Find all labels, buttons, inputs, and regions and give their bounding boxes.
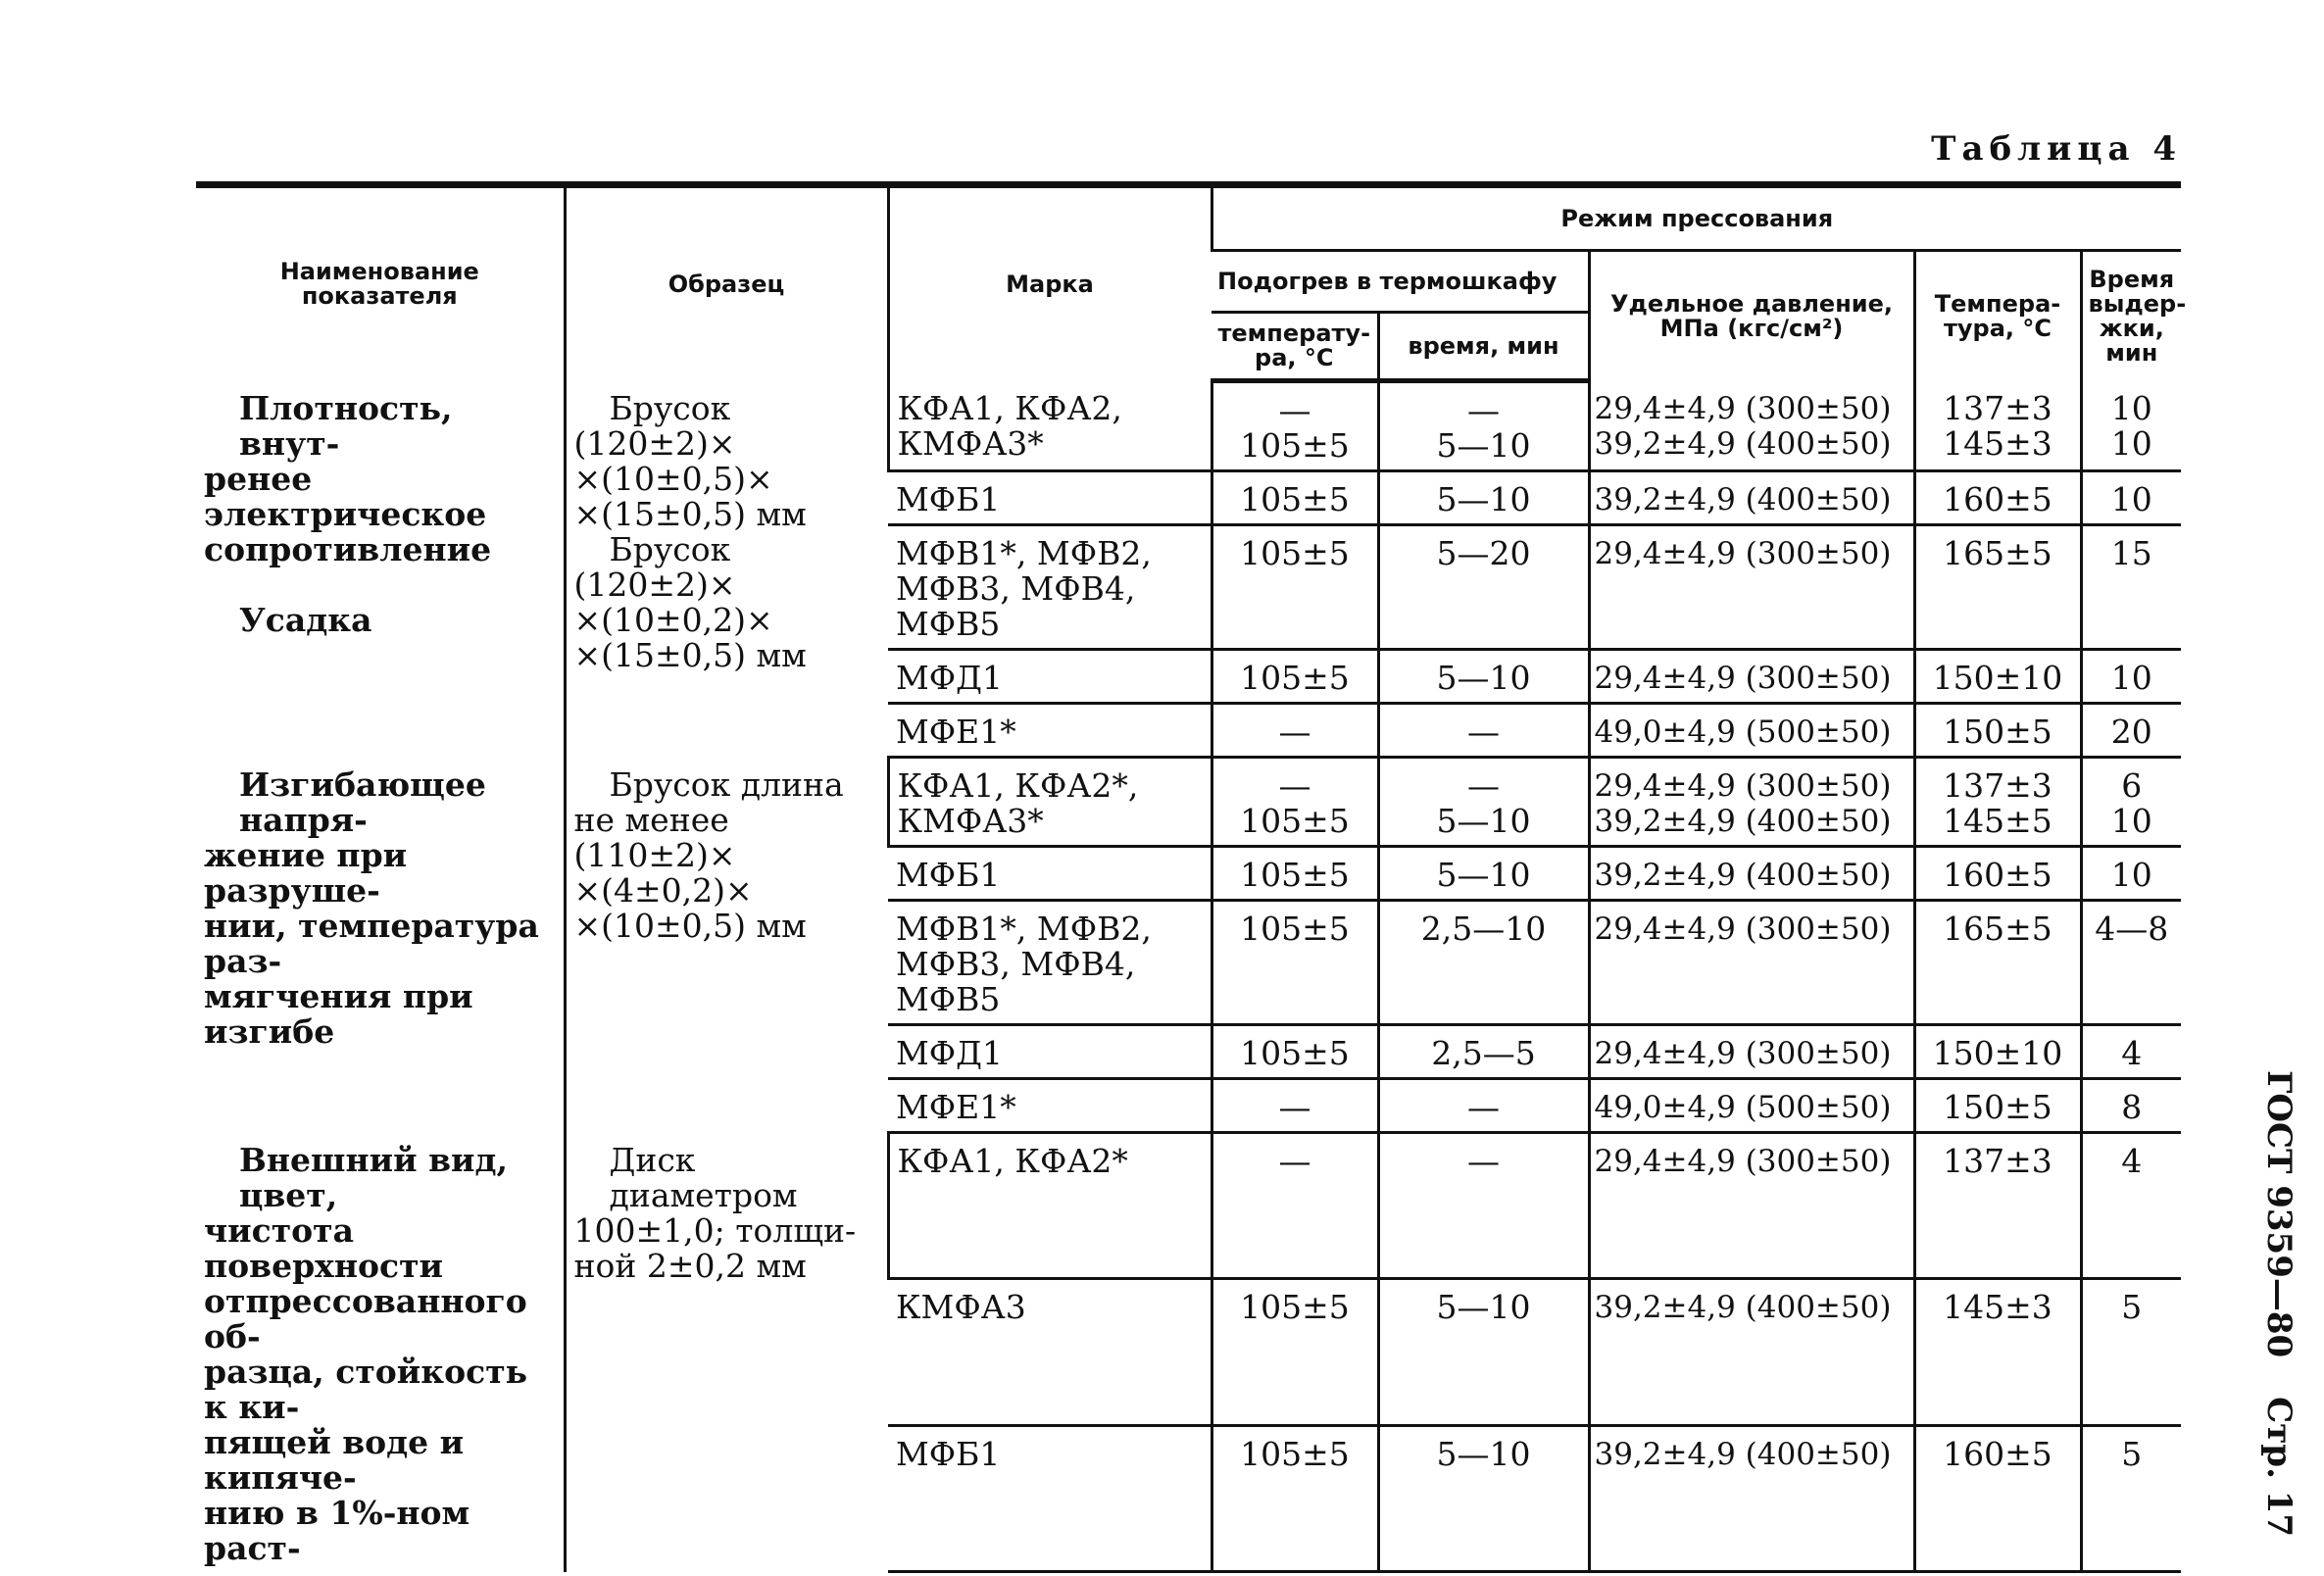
table-caption: Таблица 4 (1931, 129, 2182, 169)
table-body (196, 381, 2181, 1572)
preheat-time-cell (1378, 525, 1589, 650)
hold-time-cell (2081, 650, 2181, 704)
header-preheat-temp: температу-ра, °С (1211, 313, 1378, 381)
cell-value: МФВ3, МФВ4, (896, 945, 1136, 983)
sample-line: (120±2)× (573, 423, 736, 463)
sample-line: Брусок (609, 388, 731, 427)
sample-line: ×(15±0,5) мм (573, 494, 807, 533)
cell-value: 29,4±4,9 (300±50) (1594, 1036, 1892, 1071)
cell-value: 5—10 (1436, 856, 1531, 894)
mark-cell (888, 525, 1211, 650)
sample-line: Брусок длина (609, 764, 844, 804)
gost-number: ГОСТ 9359—80 (2259, 1069, 2299, 1358)
indicator-name-line: нию в 1%-ном раст- (204, 1493, 470, 1567)
cell-value: 105±5 (1240, 856, 1350, 894)
cell-value: 150±5 (1943, 1088, 2052, 1126)
cell-value: МФВ1*, МФВ2, (896, 910, 1152, 948)
cell-value: 137±3 (1943, 1142, 2052, 1180)
cell-value: 49,0±4,9 (500±50) (1594, 1090, 1892, 1125)
pressure-cell (1589, 704, 1914, 758)
indicator-name-line: Изгибающее напря- (239, 764, 486, 839)
pressure-cell (1589, 758, 1914, 847)
cell-value: 137±3 (1943, 766, 2052, 805)
press-temp-cell (1914, 471, 2081, 525)
cell-value: МФВ3, МФВ4, (896, 569, 1136, 608)
sample-line: ×(4±0,2)× (573, 870, 753, 910)
cell-value: 10 (2110, 856, 2152, 894)
preheat-temp-cell (1211, 704, 1378, 758)
press-temp-cell (1914, 1025, 2081, 1079)
sample-line: ×(10±0,5) мм (573, 906, 807, 945)
hold-time-cell (2081, 1079, 2181, 1133)
indicator-name-line: сопротивление (204, 529, 492, 568)
sample-line: (110±2)× (573, 835, 736, 874)
sample-line: Диск диаметром (609, 1140, 798, 1214)
cell-value: МФЕ1* (896, 1088, 1016, 1126)
cell-value: 5—10 (1436, 802, 1531, 840)
mark-cell (888, 758, 1211, 847)
indicator-name-line: нии, температура раз- (204, 906, 539, 980)
cell-value: 2,5—5 (1431, 1034, 1536, 1072)
cell-value: 5 (2121, 1288, 2143, 1327)
cell-value: 105±5 (1240, 426, 1350, 465)
cell-value: МФБ1 (896, 1434, 1001, 1473)
cell-value: 5 (2121, 1434, 2143, 1473)
indicator-name-cell (196, 381, 565, 758)
cell-value: — (1467, 713, 1500, 751)
indicator-name-line: Плотность, внут- (239, 388, 453, 463)
sample-cell (565, 758, 888, 1133)
cell-value: 39,2±4,9 (400±50) (1594, 1436, 1892, 1472)
header-preheat: Подогрев в термошкафу (1211, 251, 1589, 313)
indicator-name-cell (196, 1133, 565, 1572)
hold-time-cell (2081, 758, 2181, 847)
cell-value: 6 (2121, 766, 2143, 805)
cell-value: 49,0±4,9 (500±50) (1594, 714, 1892, 750)
preheat-temp-cell (1211, 901, 1378, 1025)
preheat-time-cell (1378, 1025, 1589, 1079)
preheat-time-cell (1378, 1079, 1589, 1133)
sample-line: (120±2)× (573, 565, 736, 604)
preheat-time-cell (1378, 381, 1589, 471)
cell-value: 5—10 (1436, 1434, 1531, 1473)
cell-value: 105±5 (1240, 802, 1350, 840)
header-name: Наименование показателя (279, 258, 479, 311)
indicator-name-line (204, 567, 556, 603)
cell-value: 39,2±4,9 (400±50) (1594, 425, 1892, 462)
press-temp-cell (1914, 650, 2081, 704)
pressure-cell (1589, 1025, 1914, 1079)
indicator-name-line: Усадка (239, 600, 372, 639)
cell-value: — (1467, 766, 1500, 805)
table-row (196, 758, 2181, 847)
pressure-cell (1589, 381, 1914, 471)
cell-value: — (1278, 1142, 1311, 1180)
preheat-time-cell (1378, 847, 1589, 901)
cell-value: 5—10 (1436, 1288, 1531, 1327)
cell-value: 10 (2110, 480, 2152, 518)
table-row (196, 1133, 2181, 1279)
preheat-time-cell (1378, 1425, 1589, 1571)
pressure-cell (1589, 901, 1914, 1025)
cell-value: МФВ1*, МФВ2, (896, 534, 1152, 572)
indicator-name-cell (196, 758, 565, 1133)
preheat-temp-cell (1211, 471, 1378, 525)
cell-value: 29,4±4,9 (300±50) (1594, 768, 1892, 804)
cell-value: 39,2±4,9 (400±50) (1594, 858, 1892, 893)
cell-value: 39,2±4,9 (400±50) (1594, 482, 1892, 517)
header-pressing-mode: Режим прессования (1211, 185, 2181, 251)
hold-time-cell (2081, 1133, 2181, 1279)
mark-cell (888, 471, 1211, 525)
cell-value: — (1467, 1142, 1500, 1180)
preheat-time-cell (1378, 1133, 1589, 1279)
preheat-temp-cell (1211, 1079, 1378, 1133)
cell-value: 5—10 (1436, 480, 1531, 518)
cell-value: КМФА3* (897, 423, 1044, 463)
cell-value: 5—10 (1436, 659, 1531, 697)
cell-value: 150±10 (1932, 1034, 2063, 1072)
hold-time-cell (2081, 901, 2181, 1025)
preheat-temp-cell (1211, 1133, 1378, 1279)
cell-value: МФД1 (896, 659, 1004, 697)
cell-value: 4 (2121, 1142, 2143, 1180)
indicator-name-line: мягчения при изгибе (204, 976, 473, 1051)
pressure-cell (1589, 650, 1914, 704)
indicator-name-line: Внешний вид, цвет, (239, 1140, 508, 1214)
cell-value: МФБ1 (896, 856, 1001, 894)
cell-value: МФВ5 (896, 980, 1001, 1018)
cell-value: 145±5 (1943, 802, 2052, 840)
pressure-cell (1589, 1133, 1914, 1279)
cell-value: 10 (2110, 423, 2152, 463)
cell-value: 105±5 (1240, 910, 1350, 948)
press-temp-cell (1914, 381, 2081, 471)
cell-value: 165±5 (1943, 910, 2052, 948)
sample-cell (565, 1133, 888, 1572)
preheat-temp-cell (1211, 381, 1378, 471)
hold-time-cell (2081, 1025, 2181, 1079)
press-temp-cell (1914, 847, 2081, 901)
indicator-name-line: чистота поверхности (204, 1210, 444, 1285)
cell-value: 2,5—10 (1420, 910, 1547, 948)
mark-cell (888, 381, 1211, 471)
page-number: Стр. 17 (2259, 1397, 2299, 1538)
sample-line: не менее (573, 800, 729, 839)
indicator-name-line: ренее электрическое (204, 459, 487, 533)
cell-value: 105±5 (1240, 659, 1350, 697)
page-running-header (2259, 1070, 2299, 1537)
press-temp-cell (1914, 704, 2081, 758)
mark-cell (888, 1425, 1211, 1571)
cell-value: 15 (2110, 534, 2152, 572)
cell-value: 10 (2110, 659, 2152, 697)
pressure-cell (1589, 471, 1914, 525)
cell-value: 29,4±4,9 (300±50) (1594, 536, 1892, 571)
preheat-time-cell (1378, 704, 1589, 758)
hold-time-cell (2081, 1279, 2181, 1425)
cell-value: 105±5 (1240, 1288, 1350, 1327)
cell-value: 29,4±4,9 (300±50) (1594, 661, 1892, 696)
cell-value: 145±3 (1943, 423, 2052, 463)
pressure-cell (1589, 1279, 1914, 1425)
press-temp-cell (1914, 525, 2081, 650)
sample-line: ×(10±0,5)× (573, 459, 773, 498)
header-pressure: Удельное давление, МПа (кгс/см²) (1589, 251, 1914, 381)
cell-value: 4 (2121, 1034, 2143, 1072)
cell-value: 160±5 (1943, 856, 2052, 894)
cell-value: 145±3 (1943, 1288, 2052, 1327)
cell-value: МФБ1 (896, 480, 1001, 518)
sample-line: ной 2±0,2 мм (573, 1246, 807, 1285)
cell-value: 29,4±4,9 (300±50) (1594, 1144, 1892, 1179)
cell-value: КФА1, КФА2, (897, 388, 1122, 427)
cell-value: 20 (2110, 713, 2152, 751)
sample-cell (565, 381, 888, 758)
cell-value: 160±5 (1943, 1434, 2052, 1473)
press-temp-cell (1914, 758, 2081, 847)
cell-value: 105±5 (1240, 1034, 1350, 1072)
sample-line: ×(15±0,5) мм (573, 635, 807, 674)
cell-value: 39,2±4,9 (400±50) (1594, 1290, 1892, 1326)
cell-value: 5—10 (1436, 426, 1531, 465)
press-temp-cell (1914, 1279, 2081, 1425)
cell-value: 4—8 (2095, 910, 2169, 948)
preheat-time-cell (1378, 1279, 1589, 1425)
cell-value: — (1278, 1088, 1311, 1126)
mark-cell (888, 650, 1211, 704)
cell-value: — (1467, 391, 1500, 429)
hold-time-cell (2081, 525, 2181, 650)
mark-cell (888, 1079, 1211, 1133)
preheat-time-cell (1378, 901, 1589, 1025)
indicator-name-line: жение при разруше- (204, 835, 408, 910)
header-press-temp: Темпера-тура, °С (1914, 251, 2081, 381)
indicator-name-line: пящей воде и кипяче- (204, 1422, 465, 1497)
header-sample: Образец (565, 185, 888, 381)
hold-time-cell (2081, 847, 2181, 901)
cell-value: — (1278, 713, 1311, 751)
cell-value: 29,4±4,9 (300±50) (1594, 390, 1892, 426)
preheat-time-cell (1378, 650, 1589, 704)
cell-value: МФД1 (896, 1034, 1004, 1072)
mark-cell (888, 1025, 1211, 1079)
sample-line: 100±1,0; толщи- (573, 1210, 857, 1250)
pressure-cell (1589, 847, 1914, 901)
table-row (196, 381, 2181, 471)
press-temp-cell (1914, 901, 2081, 1025)
header-preheat-time: время, мин (1378, 313, 1589, 381)
press-temp-cell (1914, 1425, 2081, 1571)
cell-value: 10 (2110, 388, 2152, 427)
cell-value: 39,2±4,9 (400±50) (1594, 804, 1892, 839)
hold-time-cell (2081, 1425, 2181, 1571)
cell-value: 5—20 (1436, 534, 1531, 572)
hold-time-cell (2081, 704, 2181, 758)
sample-line: Брусок (609, 529, 731, 568)
cell-value: МФВ5 (896, 605, 1001, 643)
mark-cell (888, 704, 1211, 758)
cell-value: 160±5 (1943, 480, 2052, 518)
mark-cell (888, 1133, 1211, 1279)
mark-cell (888, 901, 1211, 1025)
header-mark: Марка (888, 185, 1211, 381)
preheat-temp-cell (1211, 1279, 1378, 1425)
preheat-temp-cell (1211, 847, 1378, 901)
mark-cell (888, 847, 1211, 901)
hold-time-cell (2081, 471, 2181, 525)
preheat-temp-cell (1211, 1425, 1378, 1571)
cell-value: — (1467, 1088, 1500, 1126)
cell-value: 105±5 (1240, 534, 1350, 572)
cell-value: 137±3 (1943, 388, 2052, 427)
pressure-cell (1589, 1425, 1914, 1571)
cell-value: — (1278, 766, 1311, 805)
preheat-temp-cell (1211, 758, 1378, 847)
cell-value: 150±10 (1932, 659, 2063, 697)
cell-value: КФА1, КФА2*, (897, 766, 1139, 805)
preheat-temp-cell (1211, 525, 1378, 650)
pressure-cell (1589, 1079, 1914, 1133)
indicator-name-line: разца, стойкость к ки- (204, 1352, 528, 1426)
cell-value: 165±5 (1943, 534, 2052, 572)
cell-value: — (1278, 391, 1311, 429)
preheat-temp-cell (1211, 1025, 1378, 1079)
sample-line: ×(10±0,2)× (573, 600, 773, 639)
preheat-time-cell (1378, 758, 1589, 847)
mark-cell (888, 1279, 1211, 1425)
cell-value: КМФА3 (896, 1288, 1026, 1327)
header-hold-time: Время выдер-жки, мин (2081, 251, 2181, 381)
cell-value: 8 (2121, 1088, 2143, 1126)
cell-value: 10 (2110, 802, 2152, 840)
cell-value: 105±5 (1240, 480, 1350, 518)
preheat-time-cell (1378, 471, 1589, 525)
indicator-name-line: отпрессованного об- (204, 1281, 527, 1355)
cell-value: КМФА3* (897, 802, 1044, 840)
cell-value: КФА1, КФА2* (897, 1142, 1128, 1180)
press-temp-cell (1914, 1133, 2081, 1279)
preheat-temp-cell (1211, 650, 1378, 704)
cell-value: 150±5 (1943, 713, 2052, 751)
press-temp-cell (1914, 1079, 2081, 1133)
data-table (196, 181, 2187, 1573)
cell-value: 29,4±4,9 (300±50) (1594, 911, 1892, 947)
pressure-cell (1589, 525, 1914, 650)
hold-time-cell (2081, 381, 2181, 471)
cell-value: МФЕ1* (896, 713, 1016, 751)
cell-value: 105±5 (1240, 1434, 1350, 1473)
